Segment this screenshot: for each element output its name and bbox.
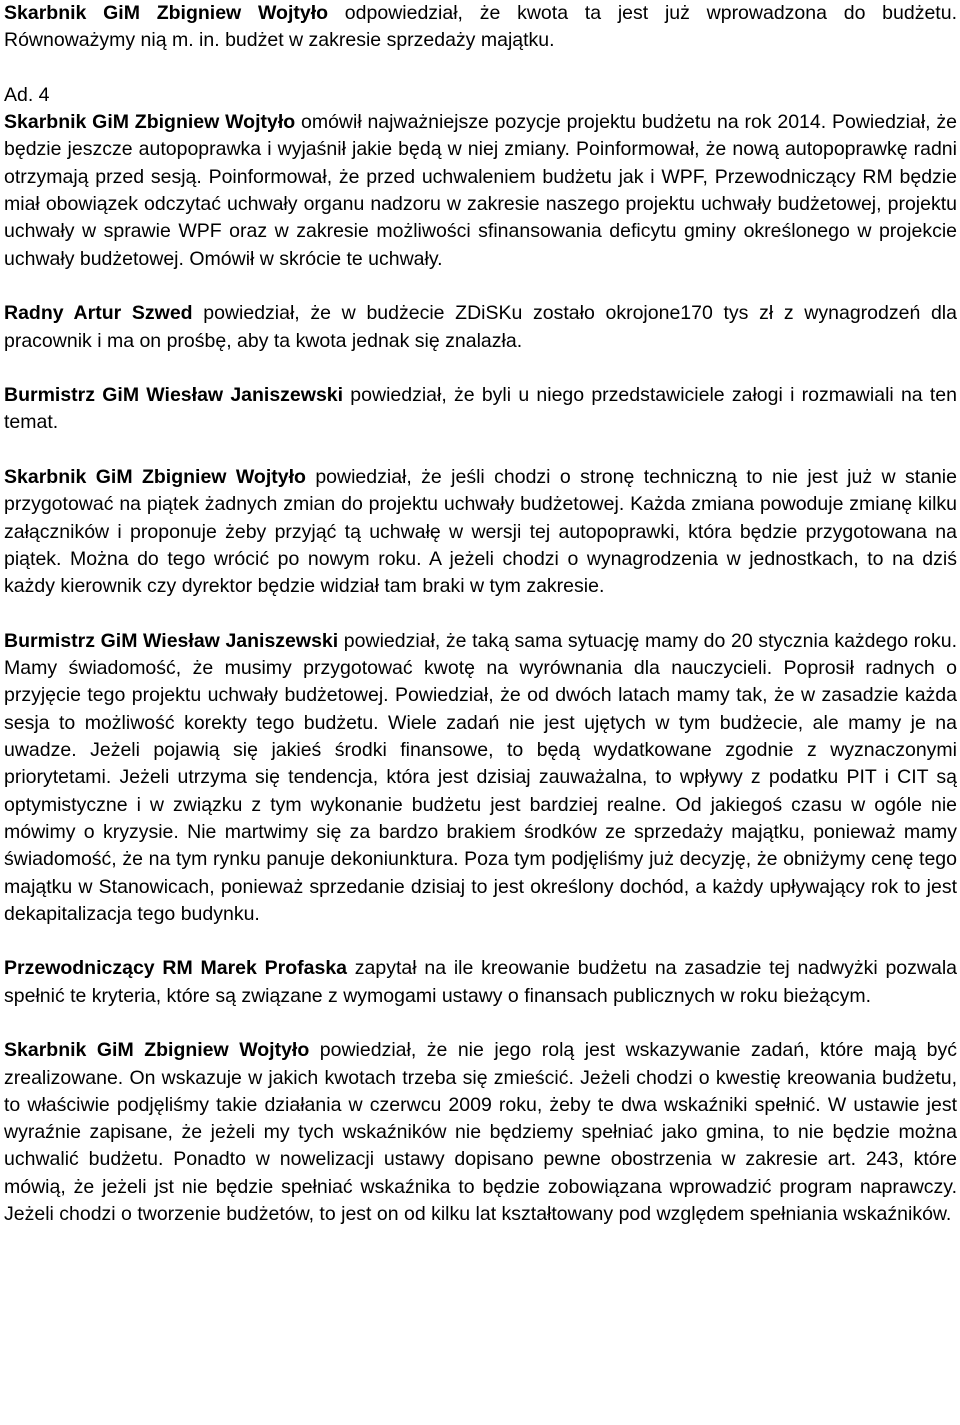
section-heading: Ad. 4: [4, 83, 50, 106]
speaker-name: Skarbnik GiM Zbigniew Wojtyło: [4, 2, 329, 24]
paragraph: [4, 82, 957, 273]
paragraph: [4, 0, 957, 55]
paragraph: [4, 1037, 957, 1228]
speaker-name: Przewodniczący RM Marek Profaska: [4, 957, 348, 980]
document-body: [4, 0, 957, 1228]
paragraph-text: zapytał na ile kreowanie budżetu na zasadzie tej nadwyżki pozwala spełnić te kryteria, które są związane z wymogami ustawy o finansach publicznych w roku bieżącym.: [4, 957, 957, 1007]
paragraph-text: odpowiedział, że kwota ta jest już wprowadzona do budżetu. Równoważymy nią m. in. budżet w zakresie sprzedaży majątku.: [4, 2, 957, 52]
paragraph: [4, 382, 957, 437]
paragraph-text: omówił najważniejsze pozycje projektu budżetu na rok 2014. Powiedział, że będzie jeszcze autopoprawka i wyjaśnił jakie będą w niej zmiany. Poinformował, że nową autopoprawkę radni otrzymają przed sesją. Poinformował, że przed uchwaleniem budżetu jak i WPF, Przewodniczący RM będzie miał obowiązek odczytać uchwały organu nadzoru w zakresie naszego projektu uchwały budżetowej, projektu uchwały w sprawie WPF oraz w zakresie możliwości sfinansowania deficytu gminy określonego w projekcie uchwały budżetowej. Omówił w skrócie te uchwały.: [4, 111, 957, 270]
paragraph-text: powiedział, że jeśli chodzi o stronę techniczną to nie jest już w stanie przygotować na piątek żadnych zmian do projektu uchwały budżetowej. Każda zmiana powoduje zmianę kilku załączników i proponuje żeby przyjąć tą uchwałę w wersji tej autopoprawki, która będzie przygotowana na piątek. Można do tego wrócić po nowym roku. A jeżeli chodzi o wynagrodzenia w jednostkach, to na dziś każdy kierownik czy dyrektor będzie widział tam braki w tym zakresie.: [4, 466, 957, 598]
paragraph: [4, 955, 957, 1010]
speaker-name: Skarbnik GiM Zbigniew Wojtyło: [4, 1039, 310, 1062]
speaker-name: Radny Artur Szwed: [4, 302, 193, 325]
paragraph-text: powiedział, że byli u niego przedstawiciele załogi i rozmawiali na ten temat.: [4, 384, 957, 434]
paragraph-text: powiedział, że w budżecie ZDiSKu zostało okrojone170 tys zł z wynagrodzeń dla pracownik i ma on prośbę, aby ta kwota jednak się znalazła.: [4, 302, 957, 352]
paragraph: [4, 300, 957, 355]
speaker-name: Skarbnik GiM Zbigniew Wojtyło: [4, 111, 296, 134]
paragraph-text: powiedział, że nie jego rolą jest wskazywanie zadań, które mają być zrealizowane. On wskazuje w jakich kwotach trzeba się zmieścić. Jeżeli chodzi o kwestię kreowania budżetu, to właściwie podjęliśmy takie działania w czerwcu 2009 roku, żeby te dwa wskaźniki spełnić. W ustawie jest wyraźnie zapisane, że jeżeli my tych wskaźników nie będziemy spełniać jako gmina, to nie będzie można uchwalić budżetu. Ponadto w nowelizacji ustawy dopisano pewne obostrzenia w zakresie art. 243, które mówią, że jeżeli jst nie będzie spełniać wskaźnika to będzie zobowiązana wprowadzić program naprawczy. Jeżeli chodzi o tworzenie budżetów, to jest on od kilku lat kształtowany pod względem spełniania wskaźników.: [4, 1039, 957, 1226]
paragraph: [4, 628, 957, 928]
paragraph: [4, 464, 957, 600]
paragraph-text: powiedział, że taką sama sytuację mamy do 20 stycznia każdego roku. Mamy świadomość, że musimy przygotować kwotę na wyrównania dla nauczycieli. Poprosił radnych o przyjęcie tego projektu uchwały budżetowej. Powiedział, że od dwóch latach mamy tak, że w zasadzie każda sesja to możliwość korekty tego budżetu. Wiele zadań nie jest ujętych w tym budżecie, ale mamy je na uwadze. Jeżeli pojawią się jakieś środki finansowe, to będą wydatkowane zgodnie z wyznaczonymi priorytetami. Jeżeli utrzyma się tendencja, która jest dzisiaj zauważalna, to wpływy z podatku PIT i CIT są optymistyczne i w związku z tym wykonanie budżetu jest bardziej realne. Od jakiegoś czasu w ogóle nie mówimy o kryzysie. Nie martwimy się za bardzo brakiem środków ze sprzedaży majątku, ponieważ mamy świadomość, że na tym rynku panuje dekoniunktura. Poza tym podjęliśmy już decyzję, że obniżymy cenę tego majątku w Stanowicach, ponieważ sprzedanie dzisiaj to jest określony dochód, a każdy upływający rok to jest dekapitalizacja tego budynku.: [4, 629, 958, 925]
speaker-name: Skarbnik GiM Zbigniew Wojtyło: [4, 466, 306, 489]
speaker-name: Burmistrz GiM Wiesław Janiszewski: [4, 384, 344, 407]
speaker-name: Burmistrz GiM Wiesław Janiszewski: [4, 629, 339, 652]
